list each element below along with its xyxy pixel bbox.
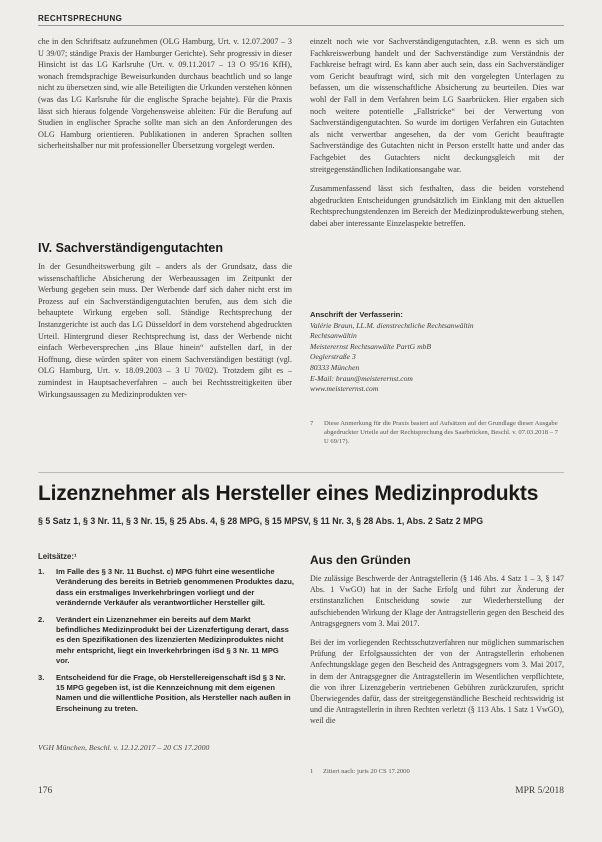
headnote-item <box>38 567 294 609</box>
headnote-text: Entscheidend für die Frage, ob Herstellereigenschaft iSd § 3 Nr. 15 MPG gegeben ist, ist die Kennzeichnung mit dem eigenen Namen und die willentliche Position, als Hersteller nach außen in Erscheinung zu treten. <box>56 672 291 713</box>
body-paragraph: Die zulässige Beschwerde der Antragstellerin (§ 146 Abs. 4 Satz 1 – 3, § 147 Abs. 1 VwGO) hat in der Sache Erfolg und führt zur Änderung der erstinstanzlichen Entscheidung sowie zur Wiederherstellung der aufschiebenden Wirkung der Klage der Antragstellerin gegen den Bescheid des Antragsgegners vom 3. Mai 2017. <box>310 574 564 628</box>
footnote-number: 1 <box>310 768 314 775</box>
author-line: 80333 München <box>310 362 360 372</box>
author-line: Rechtsanwältin <box>310 331 357 341</box>
headnote-number: 2. <box>38 614 45 624</box>
journal-issue: MPR 5/2018 <box>515 786 564 796</box>
headnote-text: Im Falle des § 3 Nr. 11 Buchst. c) MPG führt eine wesentliche Veränderung des bereits in Betrieb genommenen Produktes dazu, dass ein erstmaliges Inverkehrbringen vorliegt und der verändernde Verkäufer als verantwortlicher Hersteller gilt. <box>56 567 294 608</box>
author-email[interactable]: E-Mail: braun@meisterernst.com <box>310 373 413 383</box>
page-number: 176 <box>38 786 53 796</box>
headnotes-list <box>38 567 294 720</box>
headnote-item <box>38 615 294 667</box>
headnote-number: 3. <box>38 672 45 682</box>
body-paragraph: In der Gesundheitswerbung gilt – anders als der Grundsatz, dass die wissenschaftliche Absicherung der Werbeaussagen im Zeitpunkt der Werbung gegeben sein muss. Der Werbende darf sich daher nicht erst im Prozess auf ein Sachverständigengutachten berufen, aus dem sich die behauptete Wirkung ergeben soll. Ständige Rechtsprechung der Instanzgerichte ist auch das LG Düsseldorf in dem vorstehend abgedruckten Urteil. Hintergrund dieser Rechtsprechung ist, dass der Werbende nicht einfach Werbeversprechen „ins Blaue hinein“ aufstellen darf, in der Hoffnung, diese würden später von einem Sachverständigen bestätigt (vgl. OLG Hamburg, Urt. v. 18.09.2003 – 3 U 70/02). Trotzdem gibt es – zumindest in Hauptsacheverfahren – auch bei Rechtsstreitigkeiten über Wirkungsaussagen zu Medizinprodukten ver- <box>38 262 292 399</box>
headnote-text: Verändert ein Lizenznehmer ein bereits auf dem Markt befindliches Medizinprodukt bei der Lizenzfertigung derart, dass es den Spezifikationen des lizenzierten Medizinproduktes nicht mehr entspricht, liegt ein Inverkehrbringen iSd § 3 Nr. 11 MPG vor. <box>56 614 289 666</box>
author-label: Anschrift der Verfasserin: <box>310 310 403 319</box>
headnotes-label: Leitsätze:¹ <box>38 552 77 561</box>
footnote-text: Diese Anmerkung für die Praxis basiert auf Aufsätzen auf der Grundlage dieser Ausgabe abgedruckter Urteile auf der Rechtsprechung des Saarbrücken, Beschl. v. 07.03.2018 – 7 U 69/17). <box>324 420 558 445</box>
section-label: RECHTSPRECHUNG <box>38 14 123 23</box>
article-divider <box>38 472 564 473</box>
body-paragraph: einzelt noch wie vor Sachverständigengutachten, z.B. wenn es sich um Fachkreiswerbung handelt und der Sachverständige zum Verständnis der Fachkreise befragt wird. Es kann aber auch sein, dass ein Sachverständiger vom Gericht beauftragt wird, sich mit den vorgelegten Unterlagen zu befassen, um die wissenschaftliche Absicherung zu beurteilen. Dies war wohl der Fall in dem Verfahren beim LG Saarbrücken. Hier ergaben sich noch weitere potentielle „Fallstricke“ bei der Verwertung von Sachverständigengutachten. So wurde im dortigen Verfahren ein Gutachten als nicht verwertbar angesehen, da der vom Gericht beauftragte Sachverständige des Gutachten nicht in Person erstellt hatte und ander das Fachgebiet des Gutachters nicht deckungsgleich mit der streitgegenständlichen Indikationsangabe war. <box>310 37 564 174</box>
left-column-mid <box>38 261 292 408</box>
section-heading: IV. Sachverständigengutachten <box>38 241 224 255</box>
reasons-heading: Aus den Gründen <box>310 553 411 567</box>
body-paragraph: Bei der im vorliegenden Rechtsschutzverfahren nur möglichen summarischen Prüfung der Erfolgsaussichten der von der Antragstellerin erhobenen Anfechtungsklage gegen den Bescheid des Antragsgegners vom 3. Mai 2017, in dem der Antragsgegner die Antragstellerin im Wesentlichen verpflichtete, die von ihrer Lizenzgeberin vertriebenen Gebühren zurückzurufen, spricht Überwiegendes dafür, dass der streitgegenständliche Bescheid rechtswidrig ist und die Antragstellerin in ihren Rechten verletzt (§ 113 Abs. 1 Satz 1 VwGO), weil die <box>310 638 564 726</box>
headnote-number: 1. <box>38 567 45 576</box>
headnote-item <box>38 673 294 715</box>
author-line: Meisterernst Rechtsanwälte PartG mbB <box>310 341 431 351</box>
footnote <box>310 768 564 775</box>
right-column-top <box>310 36 564 238</box>
decision-source: VGH München, Beschl. v. 12.12.2017 – 20 CS 17.2000 <box>38 743 210 752</box>
footnote <box>310 420 564 446</box>
article-subtitle: § 5 Satz 1, § 3 Nr. 11, § 3 Nr. 15, § 25 Abs. 4, § 28 MPG, § 15 MPSV, § 11 Nr. 3, § 28 Abs. 1, Abs. 2 Satz 2 MPG <box>38 516 484 526</box>
reasons-column <box>310 573 564 735</box>
footnote-number: 7 <box>310 420 314 427</box>
header-rule <box>38 25 564 26</box>
article-title: Lizenznehmer als Hersteller eines Medizinprodukts <box>38 482 539 505</box>
body-paragraph: Zusammenfassend lässt sich festhalten, dass die beiden vorstehend abgedruckten Entscheidungen grundsätzlich im Einklang mit den aktuellen Rechtsprechungstendenzen im Bereich der Medizinproduktewerbung stehen, dabei aber interessante Einzelaspekte betreffen. <box>310 184 564 228</box>
author-line: Valérie Braun, LL.M. dienstrechtliche Rechtsanwältin <box>310 320 474 330</box>
author-line: Oeglerstraße 3 <box>310 352 356 362</box>
author-website[interactable]: www.meisterernst.com <box>310 384 379 394</box>
left-column-top <box>38 36 292 160</box>
author-address <box>310 310 564 395</box>
body-paragraph: che in den Schriftsatz aufzunehmen (OLG Hamburg, Urt. v. 12.07.2007 – 3 U 39/07; ständige Praxis der Hamburger Gerichte). Sehr progressiv in dieser Hinsicht ist das LG Karlsruhe (Urt. v. 09.11.2017 – 13 O 95/16 KfH), wonach fremdsprachige Beweisurkunden durchaus beachtlich und so lange nicht zu übersetzen sind, wie alle Beteiligten die Urkunden verstehen können (was das LG Karlsruhe für die englische Sprache bejahte). Für die Praxis lässt sich hieraus folgende Vorgehensweise ableiten: Für die Berufung auf Studien in englischer Sprache sollte man sich an den Anforderungen des OLG Hamburg orientieren. Publikationen in anderen Sprachen sollten sicherheitshalber nur mit professioneller Übersetzung vorgelegt werden. <box>38 37 292 151</box>
footnote-text: Zitiert nach: juris 20 CS 17.2000 <box>322 768 410 775</box>
